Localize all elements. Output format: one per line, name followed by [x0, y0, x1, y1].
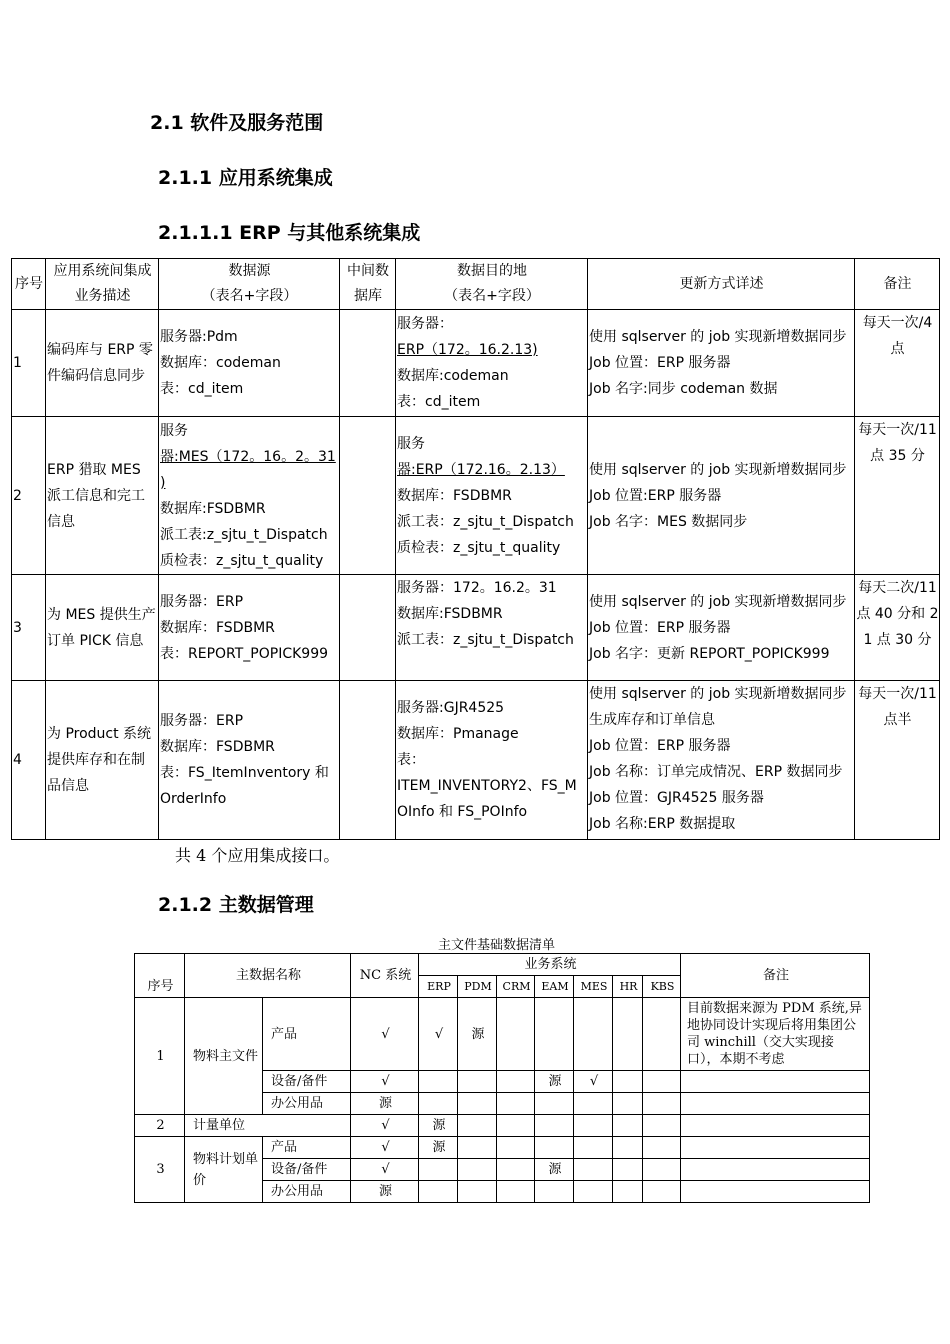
cell-sub: 产品	[263, 998, 351, 1071]
cell-no: 1	[135, 998, 185, 1115]
cell-pdm	[458, 1159, 497, 1181]
cell-sub: 产品	[263, 1137, 351, 1159]
header-middle-db: 中间数 据库	[340, 259, 396, 310]
cell-kbs	[643, 1115, 681, 1137]
cell-eam	[535, 1115, 574, 1137]
cell-pdm	[458, 1181, 497, 1203]
cell-desc: 为 MES 提供生产订单 PICK 信息	[46, 575, 159, 681]
cell-erp	[419, 1093, 458, 1115]
cell-mes	[574, 1159, 613, 1181]
header-hr: HR	[613, 976, 643, 998]
header-destination: 数据目的地 （表名+字段）	[396, 259, 588, 310]
header-eam: EAM	[535, 976, 574, 998]
cell-kbs	[643, 1159, 681, 1181]
cell-nc: 源	[351, 1093, 419, 1115]
cell-kbs	[643, 998, 681, 1071]
cell-nc: √	[351, 1159, 419, 1181]
cell-crm	[497, 1071, 535, 1093]
cell-pdm: 源	[458, 998, 497, 1071]
cell-source: 服务器：ERP 数据库：FSDBMR 表：REPORT_POPICK999	[159, 575, 340, 681]
cell-method: 使用 sqlserver 的 job 实现新增数据同步 Job 位置:ERP 服务器 Job 名字：MES 数据同步	[588, 417, 855, 575]
cell-eam	[535, 1093, 574, 1115]
header-nc: NC 系统	[351, 954, 419, 998]
table-row	[12, 310, 940, 417]
cell-pdm	[458, 1115, 497, 1137]
header-no: 序号	[135, 954, 185, 998]
cell-nc: 源	[351, 1181, 419, 1203]
cell-note	[681, 1115, 870, 1137]
cell-mes	[574, 1093, 613, 1115]
cell-hr	[613, 1115, 643, 1137]
cell-erp	[419, 1159, 458, 1181]
cell-no: 3	[12, 575, 46, 681]
cell-mes: √	[574, 1071, 613, 1093]
cell-eam: 源	[535, 1071, 574, 1093]
header-business-systems: 业务系统	[419, 954, 681, 976]
cell-name: 物料主文件	[185, 998, 263, 1115]
header-source: 数据源 （表名+字段）	[159, 259, 340, 310]
cell-no: 3	[135, 1137, 185, 1203]
cell-hr	[613, 1181, 643, 1203]
cell-kbs	[643, 1137, 681, 1159]
header-pdm: PDM	[458, 976, 497, 998]
cell-method: 使用 sqlserver 的 job 实现新增数据同步 Job 位置：ERP 服务器 Job 名字:同步 codeman 数据	[588, 310, 855, 417]
table-row	[135, 1115, 870, 1137]
cell-erp: 源	[419, 1137, 458, 1159]
header-crm: CRM	[497, 976, 535, 998]
cell-no: 2	[135, 1115, 185, 1137]
section-heading-2-1: 2.1 软件及服务范围	[150, 112, 324, 134]
cell-note	[681, 1093, 870, 1115]
cell-pdm	[458, 1071, 497, 1093]
cell-source: 服务器:Pdm 数据库：codeman 表：cd_item	[159, 310, 340, 417]
cell-nc: √	[351, 998, 419, 1071]
cell-kbs	[643, 1181, 681, 1203]
cell-kbs	[643, 1093, 681, 1115]
cell-mes	[574, 1137, 613, 1159]
cell-note: 目前数据来源为 PDM 系统,异地协同设计实现后将用集团公司 winchill（交大实现接口），本期不考虑	[681, 998, 870, 1071]
cell-note	[681, 1181, 870, 1203]
section-heading-2-1-2: 2.1.2 主数据管理	[158, 894, 314, 916]
cell-mes	[574, 1115, 613, 1137]
cell-no: 4	[12, 681, 46, 840]
cell-destination: 服务 器:ERP（172.16。2.13） 数据库：FSDBMR 派工表：z_sjtu_t_Dispatch 质检表：z_sjtu_t_quality	[396, 417, 588, 575]
cell-erp	[419, 1071, 458, 1093]
cell-crm	[497, 1181, 535, 1203]
cell-no: 1	[12, 310, 46, 417]
cell-destination: 服务器： ERP（172。16.2.13) 数据库:codeman 表：cd_item	[396, 310, 588, 417]
cell-note: 每天一次/11 点半	[855, 681, 940, 840]
header-no: 序号	[12, 259, 46, 310]
cell-crm	[497, 998, 535, 1071]
cell-note: 每天一次/4 点	[855, 310, 940, 417]
cell-hr	[613, 1093, 643, 1115]
cell-sub: 办公用品	[263, 1093, 351, 1115]
cell-sub: 设备/备件	[263, 1071, 351, 1093]
section-heading-2-1-1: 2.1.1 应用系统集成	[158, 167, 333, 189]
cell-hr	[613, 1159, 643, 1181]
cell-eam	[535, 1137, 574, 1159]
table-row	[135, 1137, 870, 1159]
header-kbs: KBS	[643, 976, 681, 998]
cell-hr	[613, 1071, 643, 1093]
cell-note	[681, 1137, 870, 1159]
cell-note	[681, 1159, 870, 1181]
cell-sub: 办公用品	[263, 1181, 351, 1203]
cell-eam	[535, 998, 574, 1071]
header-desc: 应用系统间集成 业务描述	[46, 259, 159, 310]
cell-erp: √	[419, 998, 458, 1071]
cell-middle-db	[340, 310, 396, 417]
cell-erp: 源	[419, 1115, 458, 1137]
cell-eam: 源	[535, 1159, 574, 1181]
cell-method: 使用 sqlserver 的 job 实现新增数据同步生成库存和订单信息 Job 位置：ERP 服务器 Job 名称：订单完成情况、ERP 数据同步 Job 位置：GJR4525 服务器 Job 名称:ERP 数据提取	[588, 681, 855, 840]
cell-note: 每天一次/11 点 35 分	[855, 417, 940, 575]
cell-mes	[574, 1181, 613, 1203]
cell-name: 物料计划单价	[185, 1137, 263, 1203]
cell-crm	[497, 1115, 535, 1137]
table-row	[135, 998, 870, 1071]
cell-eam	[535, 1181, 574, 1203]
cell-nc: √	[351, 1137, 419, 1159]
cell-destination: 服务器:GJR4525 数据库：Pmanage 表： ITEM_INVENTORY2、FS_MOInfo 和 FS_POInfo	[396, 681, 588, 840]
header-note: 备注	[855, 259, 940, 310]
cell-destination: 服务器：172。16.2。31 数据库:FSDBMR 派工表：z_sjtu_t_Dispatch	[396, 575, 588, 681]
cell-hr	[613, 1137, 643, 1159]
cell-erp	[419, 1181, 458, 1203]
cell-source: 服务 器:MES（172。16。2。31 ) 数据库:FSDBMR 派工表:z_sjtu_t_Dispatch 质检表：z_sjtu_t_quality	[159, 417, 340, 575]
integration-table	[11, 258, 940, 840]
cell-pdm	[458, 1137, 497, 1159]
header-erp: ERP	[419, 976, 458, 998]
summary-text: 共 4 个应用集成接口。	[175, 846, 340, 865]
cell-mes	[574, 998, 613, 1071]
cell-no: 2	[12, 417, 46, 575]
cell-name: 计量单位	[185, 1115, 351, 1137]
header-mes: MES	[574, 976, 613, 998]
cell-crm	[497, 1137, 535, 1159]
cell-desc: ERP 猎取 MES 派工信息和完工信息	[46, 417, 159, 575]
table-header-row	[135, 954, 870, 976]
header-name: 主数据名称	[185, 954, 351, 998]
cell-nc: √	[351, 1115, 419, 1137]
cell-middle-db	[340, 681, 396, 840]
table-row	[12, 575, 940, 681]
master-data-table	[134, 953, 870, 1203]
cell-pdm	[458, 1093, 497, 1115]
cell-nc: √	[351, 1071, 419, 1093]
cell-note: 每天二次/11 点 40 分和 21 点 30 分	[855, 575, 940, 681]
header-method: 更新方式详述	[588, 259, 855, 310]
cell-hr	[613, 998, 643, 1071]
cell-crm	[497, 1093, 535, 1115]
cell-note	[681, 1071, 870, 1093]
cell-kbs	[643, 1071, 681, 1093]
table-row	[12, 681, 940, 840]
header-note: 备注	[681, 954, 870, 998]
cell-middle-db	[340, 575, 396, 681]
cell-source: 服务器：ERP 数据库：FSDBMR 表：FS_ItemInventory 和 OrderInfo	[159, 681, 340, 840]
cell-sub: 设备/备件	[263, 1159, 351, 1181]
cell-desc: 为 Product 系统提供库存和在制品信息	[46, 681, 159, 840]
cell-method: 使用 sqlserver 的 job 实现新增数据同步 Job 位置：ERP 服务器 Job 名字：更新 REPORT_POPICK999	[588, 575, 855, 681]
section-heading-2-1-1-1: 2.1.1.1 ERP 与其他系统集成	[158, 222, 421, 244]
table-row	[12, 417, 940, 575]
table-caption: 主文件基础数据清单	[438, 938, 556, 953]
cell-middle-db	[340, 417, 396, 575]
cell-desc: 编码库与 ERP 零件编码信息同步	[46, 310, 159, 417]
table-header-row	[12, 259, 940, 310]
cell-crm	[497, 1159, 535, 1181]
